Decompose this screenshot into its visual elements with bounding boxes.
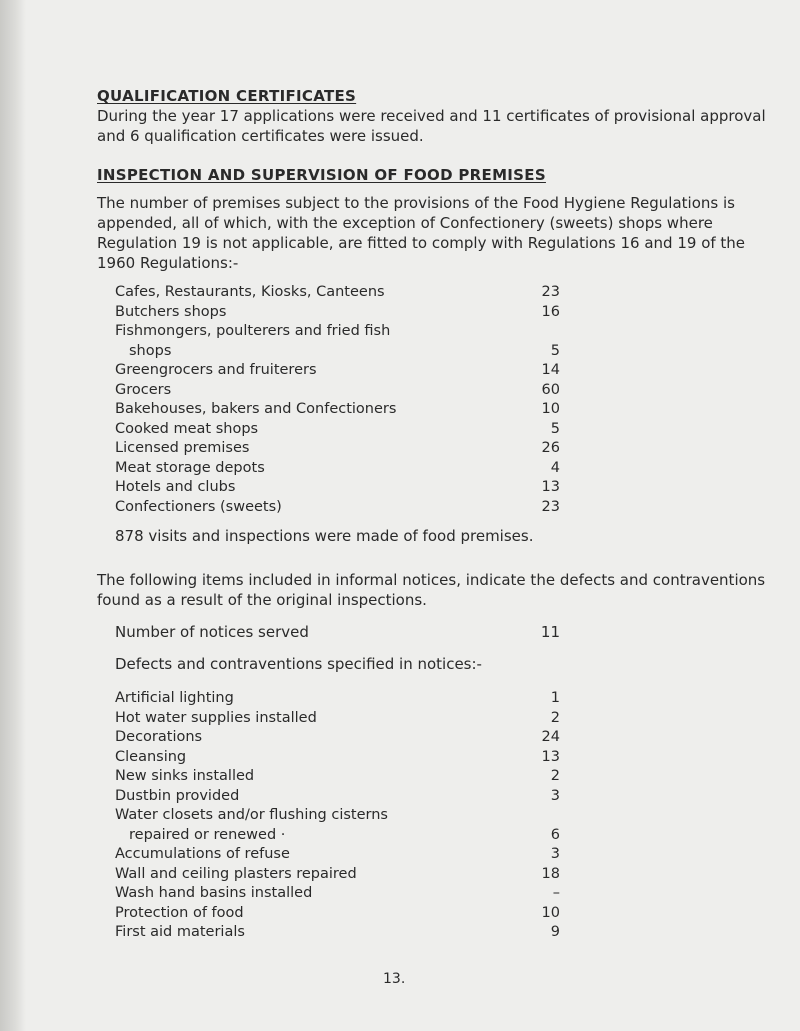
defect-count: –	[552, 885, 560, 901]
defect-label: Cleansing	[115, 748, 187, 765]
list-item	[115, 439, 560, 459]
page-edge-shadow	[0, 0, 26, 1031]
defect-count: 10	[541, 904, 560, 921]
defect-label: First aid materials	[115, 924, 245, 940]
list-item	[115, 689, 560, 709]
qualification-heading: QUALIFICATION CERTIFICATES	[97, 87, 357, 105]
defect-label-continued: repaired or renewed ·	[129, 826, 286, 843]
premises-label: Greengrocers and fruiterers	[115, 362, 317, 378]
list-item	[115, 865, 560, 885]
list-item	[115, 904, 560, 924]
defect-label: Artificial lighting	[115, 690, 234, 706]
premises-label: Licensed premises	[115, 440, 250, 456]
list-item	[115, 767, 560, 787]
premises-label: Hotels and clubs	[115, 479, 236, 495]
premises-label: Fishmongers, poulterers and fried fish	[115, 323, 391, 339]
premises-label: Cooked meat shops	[115, 420, 259, 437]
premises-count: 5	[550, 420, 560, 437]
list-item	[115, 303, 560, 323]
premises-count: 10	[541, 401, 560, 417]
premises-count: 23	[541, 498, 560, 515]
list-item	[115, 381, 560, 401]
list-item	[115, 748, 560, 768]
defect-label: Water closets and/or flushing cisterns	[115, 807, 388, 823]
premises-count: 26	[541, 440, 560, 456]
list-item	[115, 709, 560, 729]
defect-count: 24	[541, 729, 560, 745]
document-body	[97, 86, 787, 943]
premises-label: Confectioners (sweets)	[115, 498, 282, 515]
list-item	[115, 806, 560, 845]
premises-label-continued: shops	[129, 342, 172, 359]
notices-served-count: 11	[540, 623, 560, 641]
defect-count: 18	[541, 865, 560, 882]
premises-label: Cafes, Restaurants, Kiosks, Canteens	[115, 284, 385, 300]
defect-label: Decorations	[115, 729, 203, 745]
list-item	[115, 459, 560, 479]
list-item	[115, 361, 560, 381]
defect-count: 1	[550, 690, 560, 706]
defect-label: Accumulations of refuse	[115, 846, 290, 862]
defect-label: New sinks installed	[115, 768, 255, 784]
defect-label: Protection of food	[115, 904, 244, 921]
list-item	[115, 845, 560, 865]
list-item	[115, 923, 560, 943]
list-item	[115, 478, 560, 498]
premises-count: 23	[541, 284, 560, 300]
premises-label: Grocers	[115, 381, 172, 398]
list-item	[115, 787, 560, 807]
list-item	[115, 420, 560, 440]
defect-count: 2	[550, 768, 560, 784]
list-item	[115, 498, 560, 518]
list-item	[115, 283, 560, 303]
inspection-heading: INSPECTION AND SUPERVISION OF FOOD PREMISES	[97, 166, 546, 184]
premises-count: 14	[541, 362, 560, 378]
defect-label: Hot water supplies installed	[115, 709, 317, 726]
notices-intro: The following items included in informal notices, indicate the defects and contraventions found as a result of the original inspections.	[97, 571, 766, 609]
premises-list	[115, 283, 560, 517]
premises-count: 5	[550, 342, 560, 359]
defect-label: Wall and ceiling plasters repaired	[115, 865, 357, 882]
page-number: 13.	[383, 971, 406, 987]
defect-count: 6	[550, 826, 560, 843]
list-item	[115, 400, 560, 420]
defect-count: 13	[541, 748, 560, 765]
qualification-text: During the year 17 applications were received and 11 certificates of provisional approval and 6 qualification certificates were issued.	[97, 107, 766, 145]
visits-summary: 878 visits and inspections were made of food premises.	[115, 527, 534, 545]
premises-count: 13	[541, 479, 560, 495]
list-item	[115, 728, 560, 748]
premises-label: Butchers shops	[115, 303, 227, 320]
defect-count: 9	[550, 924, 560, 940]
defects-list	[115, 689, 787, 943]
list-item	[115, 884, 560, 904]
defect-count: 3	[550, 787, 560, 804]
premises-label: Meat storage depots	[115, 459, 265, 476]
premises-label: Bakehouses, bakers and Confectioners	[115, 401, 397, 417]
defect-label: Wash hand basins installed	[115, 885, 313, 901]
notices-served-row	[115, 622, 560, 642]
list-item	[115, 322, 560, 361]
premises-count: 60	[541, 381, 560, 398]
defect-count: 2	[550, 709, 560, 726]
defect-label: Dustbin provided	[115, 787, 240, 804]
inspection-intro: The number of premises subject to the provisions of the Food Hygiene Regulations is appended, all of which, with the exception of Confectionery (sweets) shops where Regulation 19 is not applicable, are fitted to comply with Regulations 16 and 19 of the 1960 Regulations:-	[97, 194, 746, 272]
premises-count: 4	[550, 459, 560, 476]
defect-count: 3	[550, 846, 560, 862]
defects-intro: Defects and contraventions specified in notices:-	[115, 655, 482, 673]
notices-served-label: Number of notices served	[115, 623, 309, 641]
premises-count: 16	[541, 303, 560, 320]
